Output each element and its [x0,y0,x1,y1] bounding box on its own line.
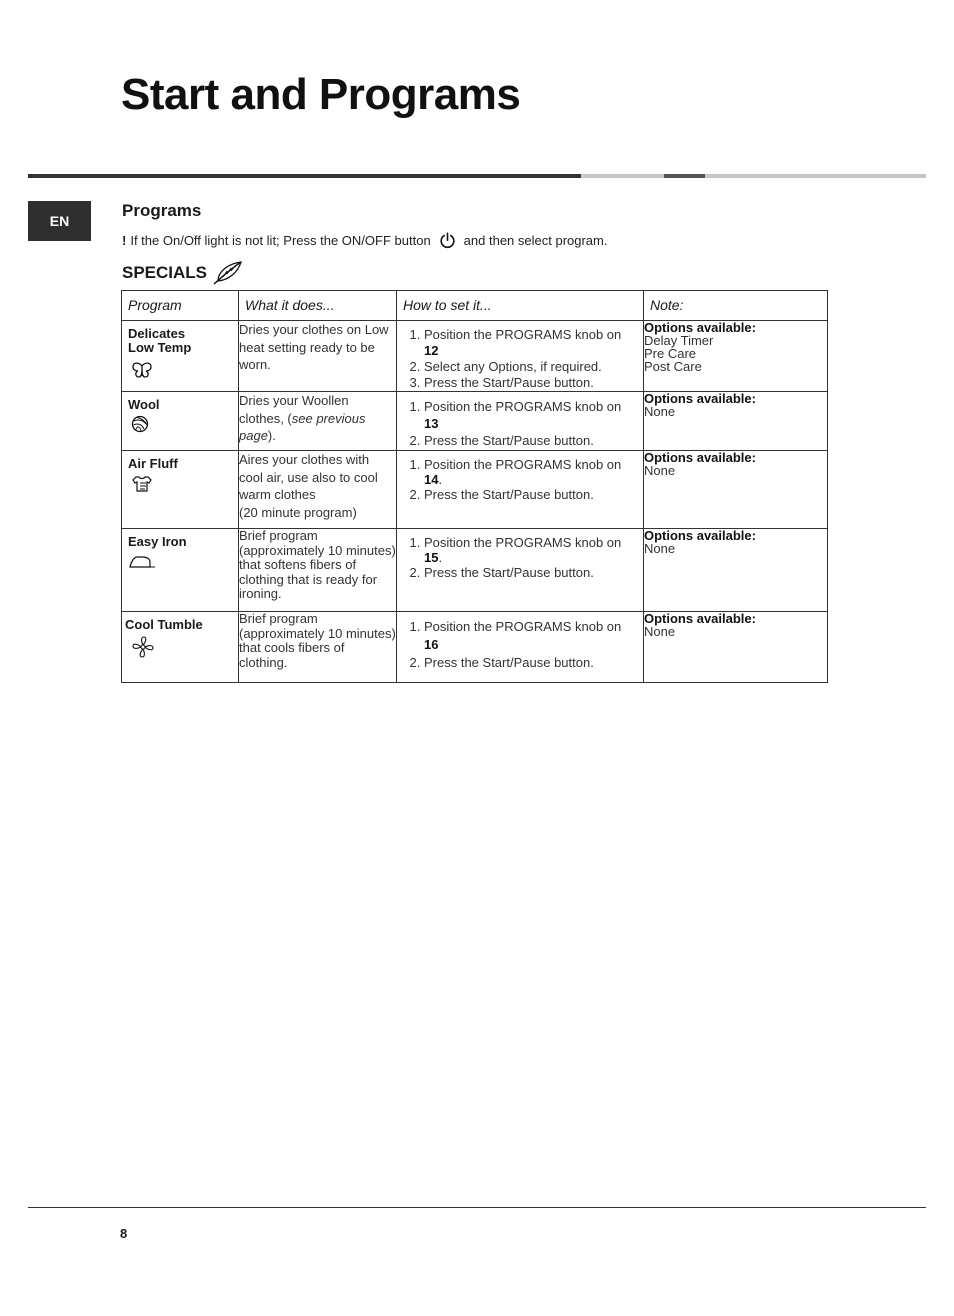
steps-list [397,451,643,502]
program-name: Wool [128,397,160,412]
options-available-label: Options available: [644,611,756,626]
page-number: 8 [120,1226,128,1241]
knob-number: 16 [424,637,439,652]
program-cell [122,321,239,392]
what-it-does-cell: Brief program (approximately 10 minutes) that softens fibers of clothing that is ready for ironing. [239,529,397,612]
what-text-italic: see previous page [239,410,366,443]
step-text: Position the PROGRAMS knob on [424,399,622,414]
steps-list [397,321,643,391]
note-cell [644,612,828,683]
specials-label [122,260,244,286]
language-tab: EN [28,201,91,241]
step-text: Position the PROGRAMS knob on [424,327,622,342]
step-item: 2. Press the Start/Pause button. [424,432,639,449]
table-row [122,451,828,529]
options-available-label: Options available: [644,528,756,543]
option-value: None [644,463,676,478]
what-text: Dries your Woollen clothes, ( [239,393,349,426]
step-text: Position the PROGRAMS knob on [424,619,622,634]
table-header-row [122,291,828,321]
section-heading: Programs [122,201,202,220]
specials-heading: SPECIALS [122,263,208,282]
program-name-line1: Delicates [128,326,186,341]
step-item: 2. Select any Options, if required. [424,359,639,375]
step-text: Position the PROGRAMS knob on [424,457,622,472]
header-how-to-set: How to set it... [397,291,644,321]
power-icon [439,232,456,249]
what-it-does-cell: Brief program (approximately 10 minutes) that cools fibers of clothing. [239,612,397,683]
what-it-does-cell: Dries your clothes on Low heat setting ready to be worn. [239,321,397,392]
step-item [424,398,639,432]
fan-icon [131,635,155,659]
steps-list [397,612,643,672]
note-cell [644,392,828,451]
knob-number: 12 [424,343,439,358]
step-item: 2. Press the Start/Pause button. [424,565,639,580]
what-it-does-cell [239,392,397,451]
table-row [122,529,828,612]
header-rule-light [581,174,664,178]
program-cell [122,529,239,612]
programs-table [121,290,828,683]
what-text-suffix: ). [267,428,276,443]
option-value: None [644,541,676,556]
note-cell [644,321,828,392]
iron-icon [128,554,156,570]
option-value: Delay Timer [644,333,714,348]
footer-rule [28,1207,926,1208]
notice-exclamation: ! [122,233,127,248]
what-text-extra: (20 minute program) [239,504,357,520]
header-note: Note: [644,291,828,321]
step-item [424,535,639,565]
program-cell [122,612,239,683]
program-name: Air Fluff [128,456,178,471]
program-name: Easy Iron [128,534,187,549]
option-value: None [644,404,676,419]
program-name: Cool Tumble [125,617,203,632]
program-cell [122,392,239,451]
shirt-air-icon [131,475,153,493]
note-cell [644,529,828,612]
header-what-it-does: What it does... [239,291,397,321]
how-to-set-cell [397,451,644,529]
option-value: Post Care [644,359,702,374]
options-available-label: Options available: [644,450,756,465]
header-rule-dark [28,174,581,178]
step-item: 3. Press the Start/Pause button. [424,375,639,391]
how-to-set-cell [397,321,644,392]
how-to-set-cell [397,529,644,612]
table-row [122,392,828,451]
program-name-line2: Low Temp [128,340,192,355]
note-cell [644,451,828,529]
option-value: Pre Care [644,346,697,361]
wool-ball-icon [131,415,149,433]
onoff-notice [122,232,607,249]
feather-icon [212,260,244,286]
options-available-label: Options available: [644,320,756,335]
table-row [122,321,828,392]
table-row [122,612,828,683]
how-to-set-cell [397,392,644,451]
step-item [424,618,639,654]
header-rule-light-end [705,174,926,178]
what-it-does-cell [239,451,397,529]
butterfly-icon [131,362,153,378]
what-text: Aires your clothes with cool air, use also to cool warm clothes [239,452,378,502]
program-name [122,321,238,355]
knob-number: 14 [424,472,439,487]
step-item [424,327,639,359]
option-value: None [644,624,676,639]
how-to-set-cell [397,612,644,683]
step-suffix: . [438,472,443,487]
page-title: Start and Programs [121,70,521,119]
step-text: Position the PROGRAMS knob on [424,535,622,550]
program-cell [122,451,239,529]
knob-number: 13 [424,416,439,431]
knob-number: 15 [424,550,439,565]
steps-list [397,392,643,449]
notice-text-after: and then select program. [463,233,608,248]
notice-text-before: If the On/Off light is not lit; Press the ON/OFF button [130,233,431,248]
step-suffix: . [438,550,443,565]
header-program: Program [122,291,239,321]
header-rule-mid [664,174,705,178]
step-item: 2. Press the Start/Pause button. [424,654,639,672]
steps-list [397,529,643,580]
step-item: 2. Press the Start/Pause button. [424,487,639,502]
options-available-label: Options available: [644,391,756,406]
step-item [424,457,639,487]
